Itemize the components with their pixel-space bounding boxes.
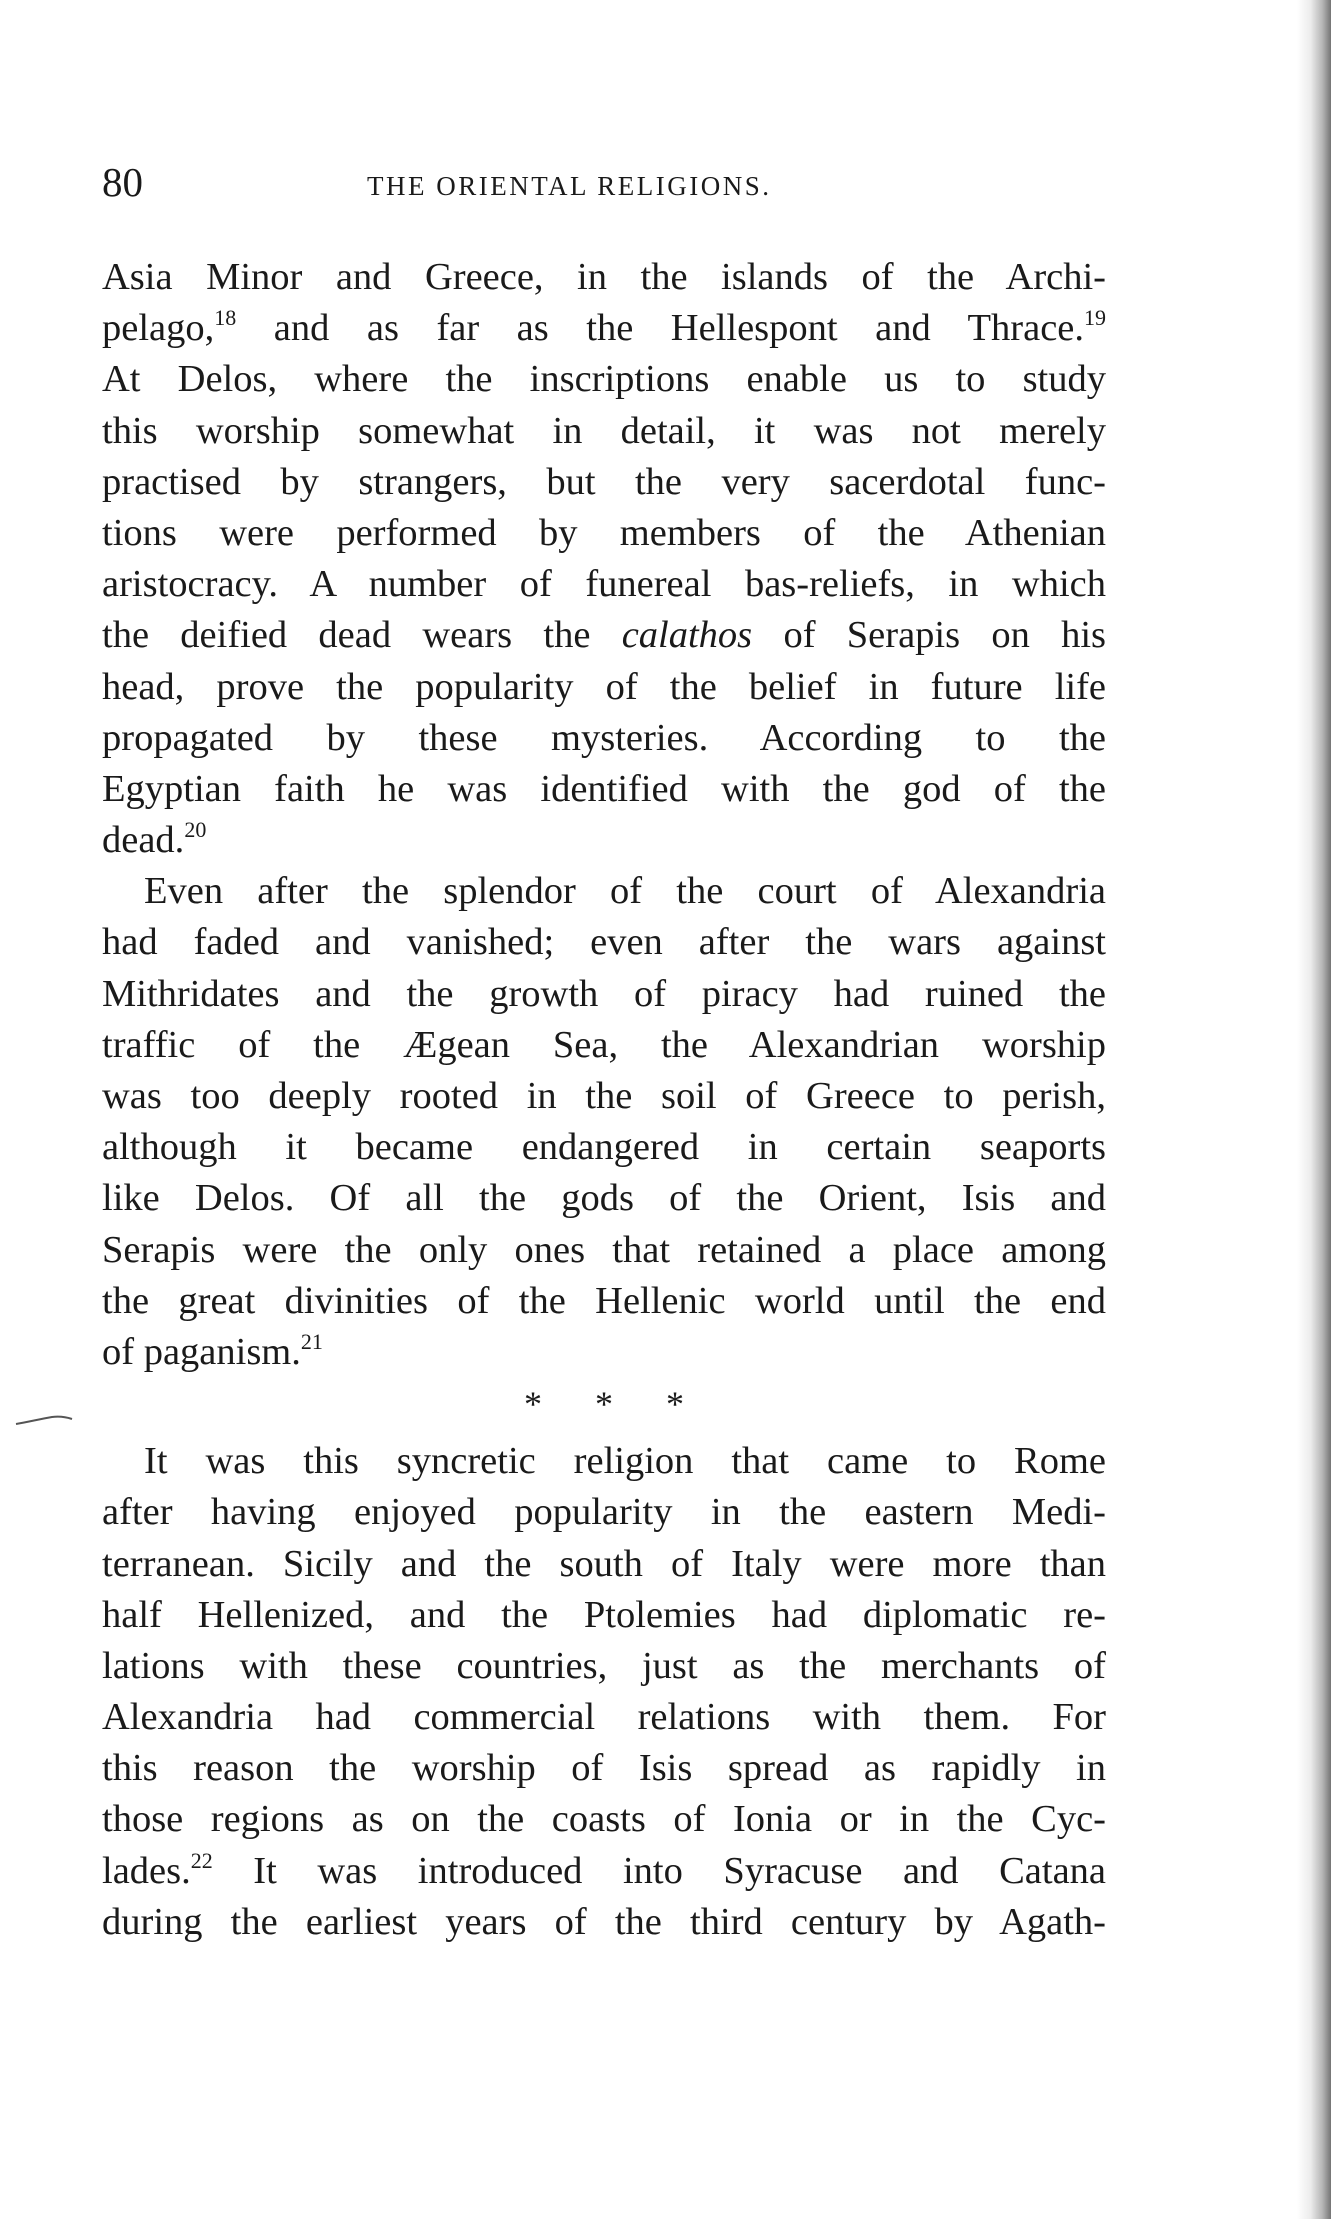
running-title: THE ORIENTAL RELIGIONS. — [367, 171, 772, 201]
text-line: like Delos. Of all the gods of the Orient, Isis and — [102, 1177, 1106, 1220]
line-start: pelago, — [102, 307, 215, 350]
text-line: Serapis were the only ones that retained a place among — [102, 1228, 1106, 1271]
paragraph-3 — [102, 1436, 1106, 1948]
text-line: practised by strangers, but the very sacerdotal func- — [102, 460, 1106, 503]
line-start: the deified dead wears the — [102, 614, 591, 657]
italic-term: calathos — [621, 614, 753, 657]
text-line: propagated by these mysteries. According to the — [102, 716, 1106, 759]
footnote-ref-19: 19 — [1084, 305, 1107, 331]
text-line: although it became endangered in certain seaports — [102, 1126, 1106, 1169]
text-line: the great divinities of the Hellenic world until the end — [102, 1279, 1106, 1322]
text-line: At Delos, where the inscriptions enable us to study — [102, 358, 1106, 401]
line-text: dead. — [102, 819, 185, 862]
text-line: this worship somewhat in detail, it was not merely — [102, 409, 1106, 452]
text-line: after having enjoyed popularity in the eastern Medi- — [102, 1491, 1106, 1534]
text-line: tions were performed by members of the Athenian — [102, 511, 1106, 554]
text-line: during the earliest years of the third century by Agath- — [102, 1900, 1106, 1943]
footnote-ref-20: 20 — [184, 817, 207, 843]
line-rest: and as far as the Hellespont and Thrace. — [273, 307, 1085, 350]
text-line: had faded and vanished; even after the wars against — [102, 921, 1106, 964]
line-text: of paganism. — [102, 1330, 301, 1373]
text-line — [102, 1327, 1106, 1378]
page-number: 80 — [102, 159, 143, 205]
text-line: It was this syncretic religion that came to Rome — [144, 1440, 1106, 1483]
text-line — [102, 610, 1106, 661]
footnote-ref-18: 18 — [214, 305, 237, 331]
text-line: terranean. Sicily and the south of Italy were more than — [102, 1542, 1106, 1585]
paragraph-1 — [102, 252, 1106, 866]
text-line: Mithridates and the growth of piracy had ruined the — [102, 972, 1106, 1015]
text-line: traffic of the Ægean Sea, the Alexandrian worship — [102, 1023, 1106, 1066]
running-head — [102, 152, 1102, 212]
text-line: Asia Minor and Greece, in the islands of the Archi- — [102, 256, 1106, 298]
text-line: Alexandria had commercial relations with them. For — [102, 1696, 1106, 1739]
text-line: Egyptian faith he was identified with the god of the — [102, 767, 1106, 810]
scan-edge-shadow — [1297, 0, 1331, 2219]
text-line: aristocracy. A number of funereal bas-reliefs, in which — [102, 563, 1106, 606]
footnote-ref-21: 21 — [300, 1328, 323, 1354]
text-line: head, prove the popularity of the belief in future life — [102, 665, 1106, 708]
pencil-mark-icon — [14, 1414, 74, 1428]
line-start: lades. — [102, 1849, 191, 1892]
section-separator: * * * — [524, 1384, 706, 1425]
text-line: was too deeply rooted in the soil of Greece to perish, — [102, 1075, 1106, 1117]
text-line: this reason the worship of Isis spread as rapidly in — [102, 1747, 1106, 1790]
text-line — [102, 1846, 1106, 1897]
text-line — [102, 815, 1106, 866]
footnote-ref-22: 22 — [190, 1847, 213, 1873]
text-line — [102, 303, 1106, 354]
text-line: lations with these countries, just as the merchants of — [102, 1644, 1106, 1687]
text-line: Even after the splendor of the court of Alexandria — [144, 870, 1106, 913]
text-line: half Hellenized, and the Ptolemies had diplomatic re- — [102, 1593, 1106, 1636]
line-rest: of Serapis on his — [783, 614, 1107, 657]
text-line: those regions as on the coasts of Ionia or in the Cyc- — [102, 1798, 1106, 1841]
line-rest: It was introduced into Syracuse and Catana — [253, 1849, 1107, 1892]
paragraph-2 — [102, 866, 1106, 1378]
body-text — [102, 252, 1106, 1948]
